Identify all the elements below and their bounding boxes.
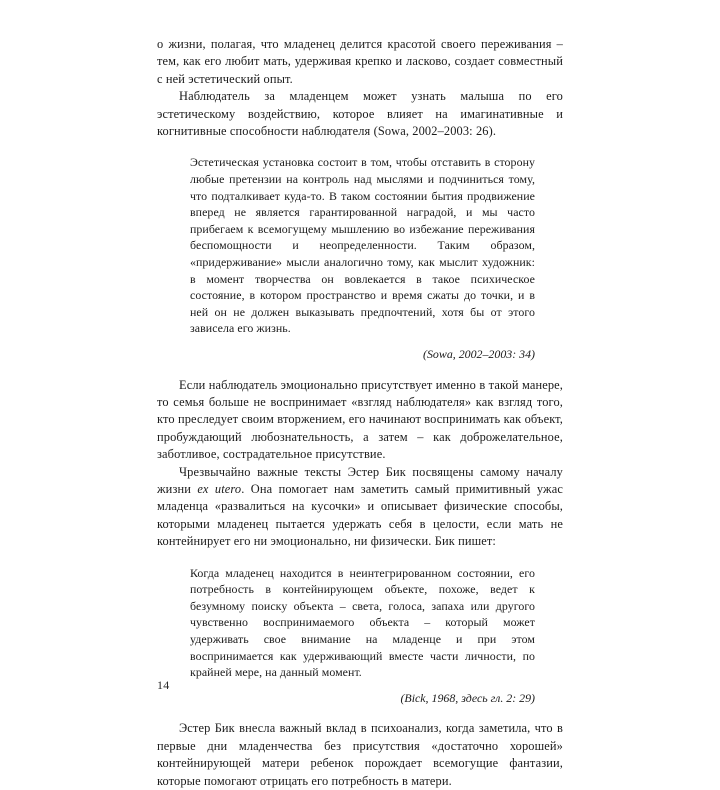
paragraph-esther-bick-part-two: . Она помогает нам заметить самый примитивный ужас младенца «развалиться на кусочки» и описывает физические способы, которыми младенец пытается удержать себя в целости, если мать не контейнирует его ни эмоционально, ни физически. Бик пишет:	[157, 482, 563, 549]
block-quote-bick-text: Когда младенец находится в неинтегрированном состоянии, его потребность в контейнирующем объекте, похоже, ведет к безумному поиску объекта – света, голоса, запаха или другого чувственно воспринимаемого объекта – который может удерживать свое внимание на младенце и при этом воспринимается как удерживающий вместе части личности, по крайней мере, на данный момент.	[190, 565, 535, 680]
block-quote-bick-citation: (Bick, 1968, здесь гл. 2: 29)	[400, 690, 535, 705]
page-number: 14	[157, 678, 170, 692]
paragraph-esther-bick-part-one: Чрезвычайно важные тексты Эстер Бик посвящены самому началу жизни	[157, 464, 563, 496]
paragraph-continuation: о жизни, полагая, что младенец делится красотой своего переживания – тем, как его любит мать, удерживая крепко и ласково, создает совместный с ней эстетический опыт.	[157, 37, 563, 86]
latin-term-ex-utero: ex utero	[197, 482, 242, 496]
paragraph-esther-bick-texts	[157, 464, 563, 551]
block-quote-bick	[157, 565, 563, 707]
paragraph-observer-infant: Наблюдатель за младенцем может узнать малыша по его эстетическому воздействию, которое влияет на имагинативные и когнитивные способности наблюдателя (Sowa, 2002–2003: 26).	[157, 89, 563, 139]
block-quote-sowa	[157, 154, 563, 362]
spacer-after-quote-two	[157, 706, 563, 720]
paragraph-bick-contribution: Эстер Бик внесла важный вклад в психоанализ, когда заметила, что в первые дни младенчества без присутствия «достаточно хорошей» контейнирующей матери ребенок порождает всемогущие фантазии, которые помогают отрицать его потребность в матери.	[157, 721, 563, 788]
paragraph-emotional-presence: Если наблюдатель эмоционально присутствует именно в такой манере, то семья больше не воспринимает «взгляд наблюдателя» как взгляд того, кто преследует своим вторжением, его начинают воспринимать как объект, пробуждающий любознательность, а затем – как доброжелательное, заботливое, сострадательное присутствие.	[157, 377, 563, 462]
spacer-after-quote-one	[157, 363, 563, 377]
block-quote-sowa-text: Эстетическая установка состоит в том, чтобы отставить в сторону любые претензии на контроль над мыслями и подчиниться тому, что подталкивает куда-то. В таком состоянии бытия продвижение вперед не является гарантированной наградой, и мы часто прибегаем к всемогущему мышлению во избежание переживания беспомощности и неопределенности. Таким образом, «придерживание» мысли аналогично тому, как мыслит художник: в момент творчества он вовлекается в такое психическое состояние, в котором пространство и время сжаты до точки, и в ней он не должен выказывать предпочтений, хотя бы от этого зависела его жизнь.	[190, 155, 535, 336]
text-column	[157, 36, 563, 790]
block-quote-sowa-citation: (Sowa, 2002–2003: 34)	[423, 346, 535, 361]
